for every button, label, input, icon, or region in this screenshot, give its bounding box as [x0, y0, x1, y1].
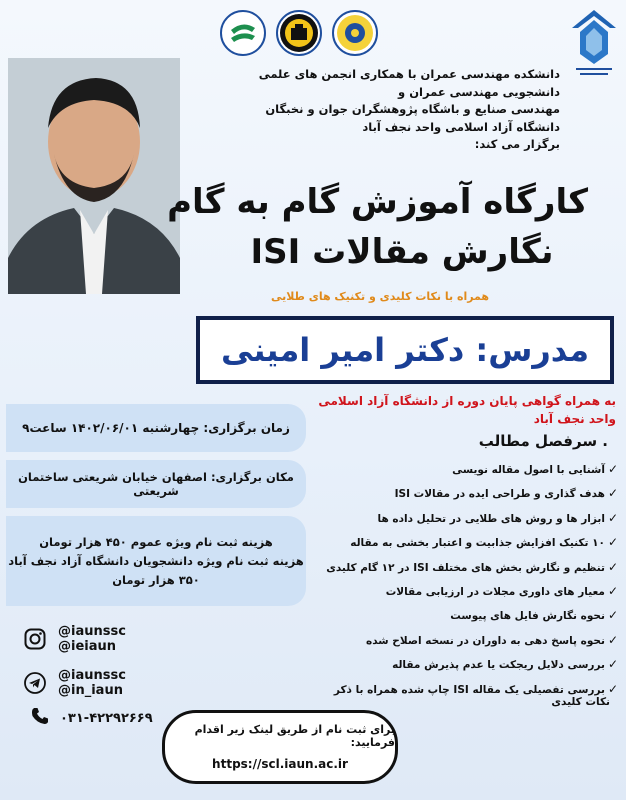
- check-icon: ✓: [607, 535, 618, 550]
- check-icon: ✓: [607, 462, 618, 476]
- registration-box[interactable]: [162, 710, 398, 784]
- organizer-line: دانشجویی مهندسی عمران و: [398, 84, 560, 99]
- syllabus-item: [312, 556, 618, 580]
- telegram-icon: [24, 672, 46, 694]
- syllabus-item-text: آشنایی با اصول مقاله نویسی: [452, 464, 605, 476]
- syllabus-item-text: هدف گذاری و طراحی ایده در مقالات ISI: [394, 488, 605, 501]
- syllabus-item: [312, 507, 618, 531]
- syllabus-item: [312, 482, 618, 506]
- check-icon: ✓: [607, 486, 618, 501]
- fee-line: هزینه ثبت نام ویژه عموم ۴۵۰ هزار تومان: [39, 534, 273, 549]
- check-icon: ✓: [607, 510, 618, 525]
- phone-contact[interactable]: [30, 706, 153, 730]
- event-location: [6, 460, 306, 508]
- registration-label: برای ثبت نام از طریق لینک زیر اقدام فرمایید:: [194, 723, 395, 749]
- telegram-handle[interactable]: @in_iaun: [58, 683, 123, 698]
- syllabus-title: . سرفصل مطالب: [478, 432, 608, 450]
- organizers-text: [230, 66, 560, 154]
- workshop-subtitle: همراه با نکات کلیدی و تکنیک های طلایی: [270, 290, 490, 303]
- event-time: [6, 404, 306, 452]
- syllabus-item: [312, 604, 618, 628]
- organizer-line: دانشگاه آزاد اسلامی واحد نجف آباد: [362, 119, 560, 134]
- event-location-text: مکان برگزاری: اصفهان خیابان شریعتی ساختمان شریعتی: [18, 470, 294, 498]
- event-time-text: زمان برگزاری: چهارشنبه ۱۴۰۲/۰۶/۰۱ ساعت۹: [22, 421, 290, 435]
- syllabus-item: [312, 653, 618, 677]
- syllabus-item-text: ۱۰ تکنیک افزایش جذابیت و اعتبار بخشی به مقاله: [350, 537, 605, 550]
- civil-association-logo-icon: [332, 10, 378, 56]
- registration-fee: [6, 516, 306, 606]
- fee-line: هزینه ثبت نام ویژه دانشجویان دانشگاه آزاد نجف آباد: [8, 553, 304, 568]
- phone-number[interactable]: ۰۳۱-۴۲۲۹۲۶۶۹: [60, 710, 153, 726]
- instructor-box: [196, 316, 614, 384]
- telegram-contact[interactable]: [24, 668, 194, 698]
- syllabus-item: [312, 458, 618, 482]
- certificate-note: به همراه گواهی پایان دوره از دانشگاه آزاد اسلامی واحد نجف آباد: [318, 394, 616, 426]
- syllabus-item-text: معیار های داوری مجلات در ارزیابی مقالات: [385, 586, 605, 599]
- check-icon: ✓: [607, 608, 618, 623]
- check-icon: ✓: [607, 584, 618, 599]
- organizer-line: مهندسی صنایع و باشگاه پژوهشگران جوان و نخبگان: [265, 102, 560, 116]
- syllabus-item-text: بررسی دلایل ریجکت یا عدم پذیرش مقاله: [392, 659, 605, 672]
- syllabus-item-text: نحوه نگارش فایل های پیوست: [450, 610, 605, 623]
- syllabus-item: [312, 629, 618, 653]
- telegram-handle[interactable]: @iaunssc: [58, 668, 126, 683]
- check-icon: ✓: [607, 681, 618, 696]
- check-icon: ✓: [607, 657, 618, 672]
- registration-link[interactable]: https://scl.iaun.ac.ir: [212, 757, 348, 771]
- instagram-icon: [24, 628, 46, 650]
- syllabus-item: [312, 531, 618, 555]
- workshop-title-line-2: نگارش مقالات ISI: [250, 232, 554, 272]
- phone-icon: [30, 706, 50, 730]
- syllabus-last-line: نکات کلیدی: [551, 696, 610, 708]
- instructor-photo: [8, 58, 180, 294]
- fee-line: ۳۵۰ هزار تومان: [112, 572, 200, 587]
- instagram-handle[interactable]: @iaunssc: [58, 624, 126, 639]
- syllabus-item-text: ابزار ها و روش های طلایی در تحلیل داده ها: [377, 512, 605, 525]
- organizer-line: برگزار می کند:: [474, 137, 560, 151]
- workshop-title: کارگاه آموزش گام به گام: [167, 182, 588, 222]
- syllabus-item: [312, 580, 618, 604]
- syllabus-item-text: بررسی تفصیلی یک مقاله ISI چاپ شده همراه با ذکر: [333, 683, 605, 696]
- university-logo-icon: [566, 6, 622, 82]
- instructor-name: مدرس: دکتر امیر امینی: [220, 331, 590, 369]
- instagram-contact[interactable]: [24, 624, 194, 654]
- syllabus-item-text: نحوه پاسخ دهی به داوران در نسخه اصلاح شده: [366, 634, 605, 647]
- check-icon: ✓: [607, 559, 618, 574]
- youth-club-logo-icon: [220, 10, 266, 56]
- industrial-association-logo-icon: [276, 10, 322, 56]
- instagram-handle[interactable]: @ieiaun: [58, 639, 117, 654]
- check-icon: ✓: [607, 632, 618, 647]
- syllabus-list: [312, 458, 618, 702]
- syllabus-item-text: تنظیم و نگارش بخش های مختلف ISI در ۱۲ گام کلیدی: [326, 561, 605, 574]
- organizer-line: دانشکده مهندسی عمران با همکاری انجمن های علمی: [258, 67, 560, 81]
